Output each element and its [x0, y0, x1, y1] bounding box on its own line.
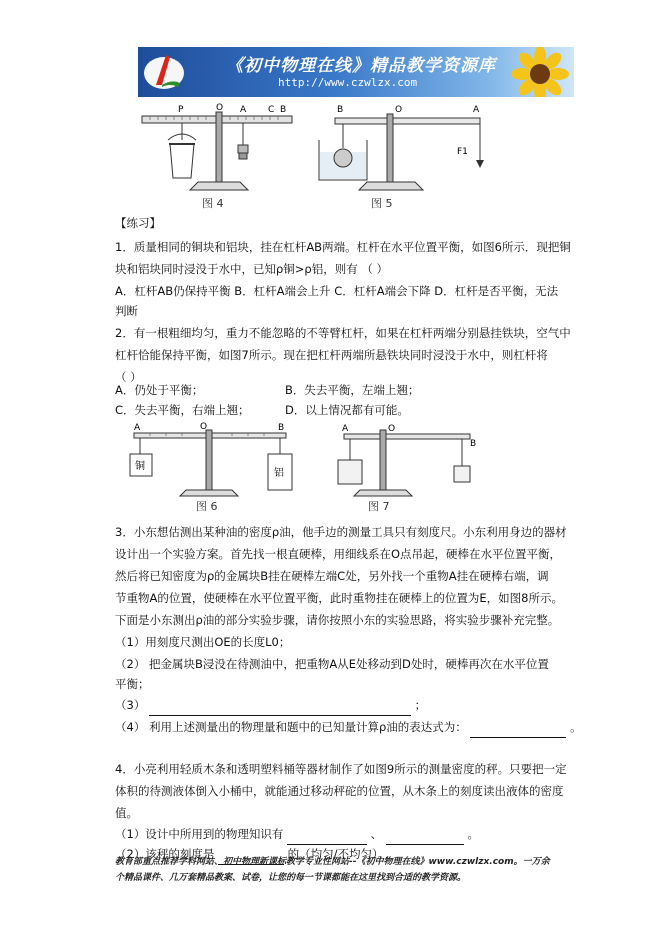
fig4-caption: 图 4 [202, 197, 224, 210]
page-footer [115, 854, 580, 886]
q1-line-1: 1．质量相同的铜块和铝块，挂在杠杆AB两端。杠杆在水平位置平衡，如图6所示．现把铜 [115, 240, 571, 254]
fig7-label-o: O [388, 424, 396, 434]
fig4-label-p: P [178, 105, 184, 115]
q3-step-4-label: （4） 利用上述测量出的物理量和题中的已知量计算ρ油的表达式为： [115, 720, 467, 734]
fig4-label-a: A [240, 105, 247, 115]
q2-line-3: （ ） [115, 370, 142, 384]
q3-step-2b: 平衡； [115, 677, 150, 691]
q3-line-2: 设计出一个实验方案。首先找一根直硬棒，用细线系在O点吊起，硬棒在水平位置平衡， [115, 547, 562, 561]
q2-option-c: C．失去平衡，右端上翘； [115, 403, 250, 417]
q1-line-2: 块和铝块同时浸没于水中，已知ρ铜>ρ铝，则有 （ ） [115, 262, 389, 276]
figure-7 [330, 420, 480, 498]
q4-sub-1 [115, 823, 585, 845]
q4-sub-1-sep: 、 [370, 827, 383, 841]
fig5-label-b: B [337, 105, 344, 115]
q3-step-4-end: 。 [570, 720, 582, 734]
fig5-label-o: O [395, 105, 403, 115]
q4-sub-2-label: （2）该秤的刻度是 [115, 847, 215, 861]
header-url[interactable]: http://www.czwlzx.com [278, 76, 418, 89]
q3-step-3-blank[interactable] [149, 701, 411, 716]
figure-4 [138, 100, 296, 196]
header-title: 《初中物理在线》精品教学资源库 [226, 56, 496, 76]
fig5-caption: 图 5 [371, 197, 393, 210]
figure-6 [120, 420, 300, 498]
fig6-label-a: A [134, 423, 141, 433]
site-logo-icon [142, 49, 186, 93]
q4-sub-1-label: （1）设计中所用到的物理知识有 [115, 827, 284, 841]
q3-line-4: 节重物A的位置，使硬棒在水平位置平衡，此时重物挂在硬棒上的位置为E，如图8所示。 [115, 591, 563, 605]
fig6-copper-label: 铜 [135, 461, 145, 472]
fig6-caption: 图 6 [196, 500, 218, 513]
q3-step-4-blank[interactable] [470, 723, 566, 738]
q3-step-4 [115, 716, 585, 738]
q2-option-b: B．失去平衡，左端上翘； [285, 383, 420, 397]
q3-step-3-end: ； [414, 698, 427, 712]
practice-heading: 【练习】 [115, 216, 161, 230]
header-banner [138, 47, 574, 97]
fig6-label-o: O [200, 422, 208, 432]
q2-line-2: 杠杆恰能保持平衡，如图7所示。现在把杠杆两端所悬铁块同时浸没于水中，则杠杆将 [115, 348, 548, 362]
fig7-caption: 图 7 [368, 500, 390, 513]
fig7-label-a: A [342, 424, 349, 434]
q2-line-1: 2．有一根粗细均匀，重力不能忽略的不等臂杠杆，如果在杠杆两端分别悬挂铁块，空气中 [115, 326, 571, 340]
q4-line-3: 值。 [115, 806, 138, 820]
footer-line-1: 教育部重点推荐学科网站、初中物理新课标教学专业性网站--《初中物理在线》www.czwlzx.com。一万余 [115, 857, 550, 867]
figure-5 [315, 100, 490, 196]
q4-line-2: 体积的待测液体倒入小桶中，就能通过移动秤砣的位置，从木条上的刻度读出液体的密度 [115, 784, 564, 798]
fig5-label-a: A [473, 105, 480, 115]
q3-line-1: 3．小东想估测出某种油的密度ρ油，他手边的测量工具只有刻度尺。小东利用身边的器材 [115, 525, 567, 539]
q3-step-3-label: （3） [115, 698, 146, 712]
q4-sub-1-end: 。 [467, 827, 479, 841]
q3-step-3 [115, 694, 585, 716]
q2-option-d: D．以上情况都有可能。 [285, 403, 409, 417]
q3-step-2a: （2） 把金属块B浸没在待测油中，把重物A从E处移动到D处时，硬棒再次在水平位置 [115, 657, 549, 671]
fig4-label-c: C [268, 105, 275, 115]
fig4-label-o: O [216, 103, 224, 113]
q3-line-3: 然后将已知密度为ρ的金属块B挂在硬棒左端C处，另外找一个重物A挂在硬棒右端，调 [115, 569, 549, 583]
fig6-aluminum-label: 铝 [274, 468, 284, 479]
fig5-label-f1: F1 [457, 147, 468, 157]
footer-line-2: 个精品课件、几万套精品教案、试卷，让您的每一节课都能在这里找到合适的教学资源。 [115, 873, 467, 883]
fig7-label-b: B [470, 439, 477, 449]
q1-line-3: A．杠杆AB仍保持平衡 B．杠杆A端会上升 C．杠杆A端会下降 D．杠杆是否平衡，无法 [115, 284, 559, 298]
q4-sub-2-end: 的（均匀/不均匀）。 [287, 847, 390, 861]
q4-line-1: 4．小亮利用轻质木条和透明塑料桶等器材制作了如图9所示的测量密度的秤。只要把一定 [115, 762, 567, 776]
q3-step-1: （1）用刻度尺测出OE的长度L0； [115, 635, 291, 649]
q2-option-a: A．仍处于平衡； [115, 383, 204, 397]
fig6-label-b: B [278, 423, 285, 433]
fig4-label-b: B [280, 105, 287, 115]
q3-line-5: 下面是小东测出ρ油的部分实验步骤，请你按照小东的实验思路，将实验步骤补充完整。 [115, 613, 560, 627]
q1-line-4: 判断 [115, 304, 138, 318]
sunflower-icon [500, 47, 570, 97]
